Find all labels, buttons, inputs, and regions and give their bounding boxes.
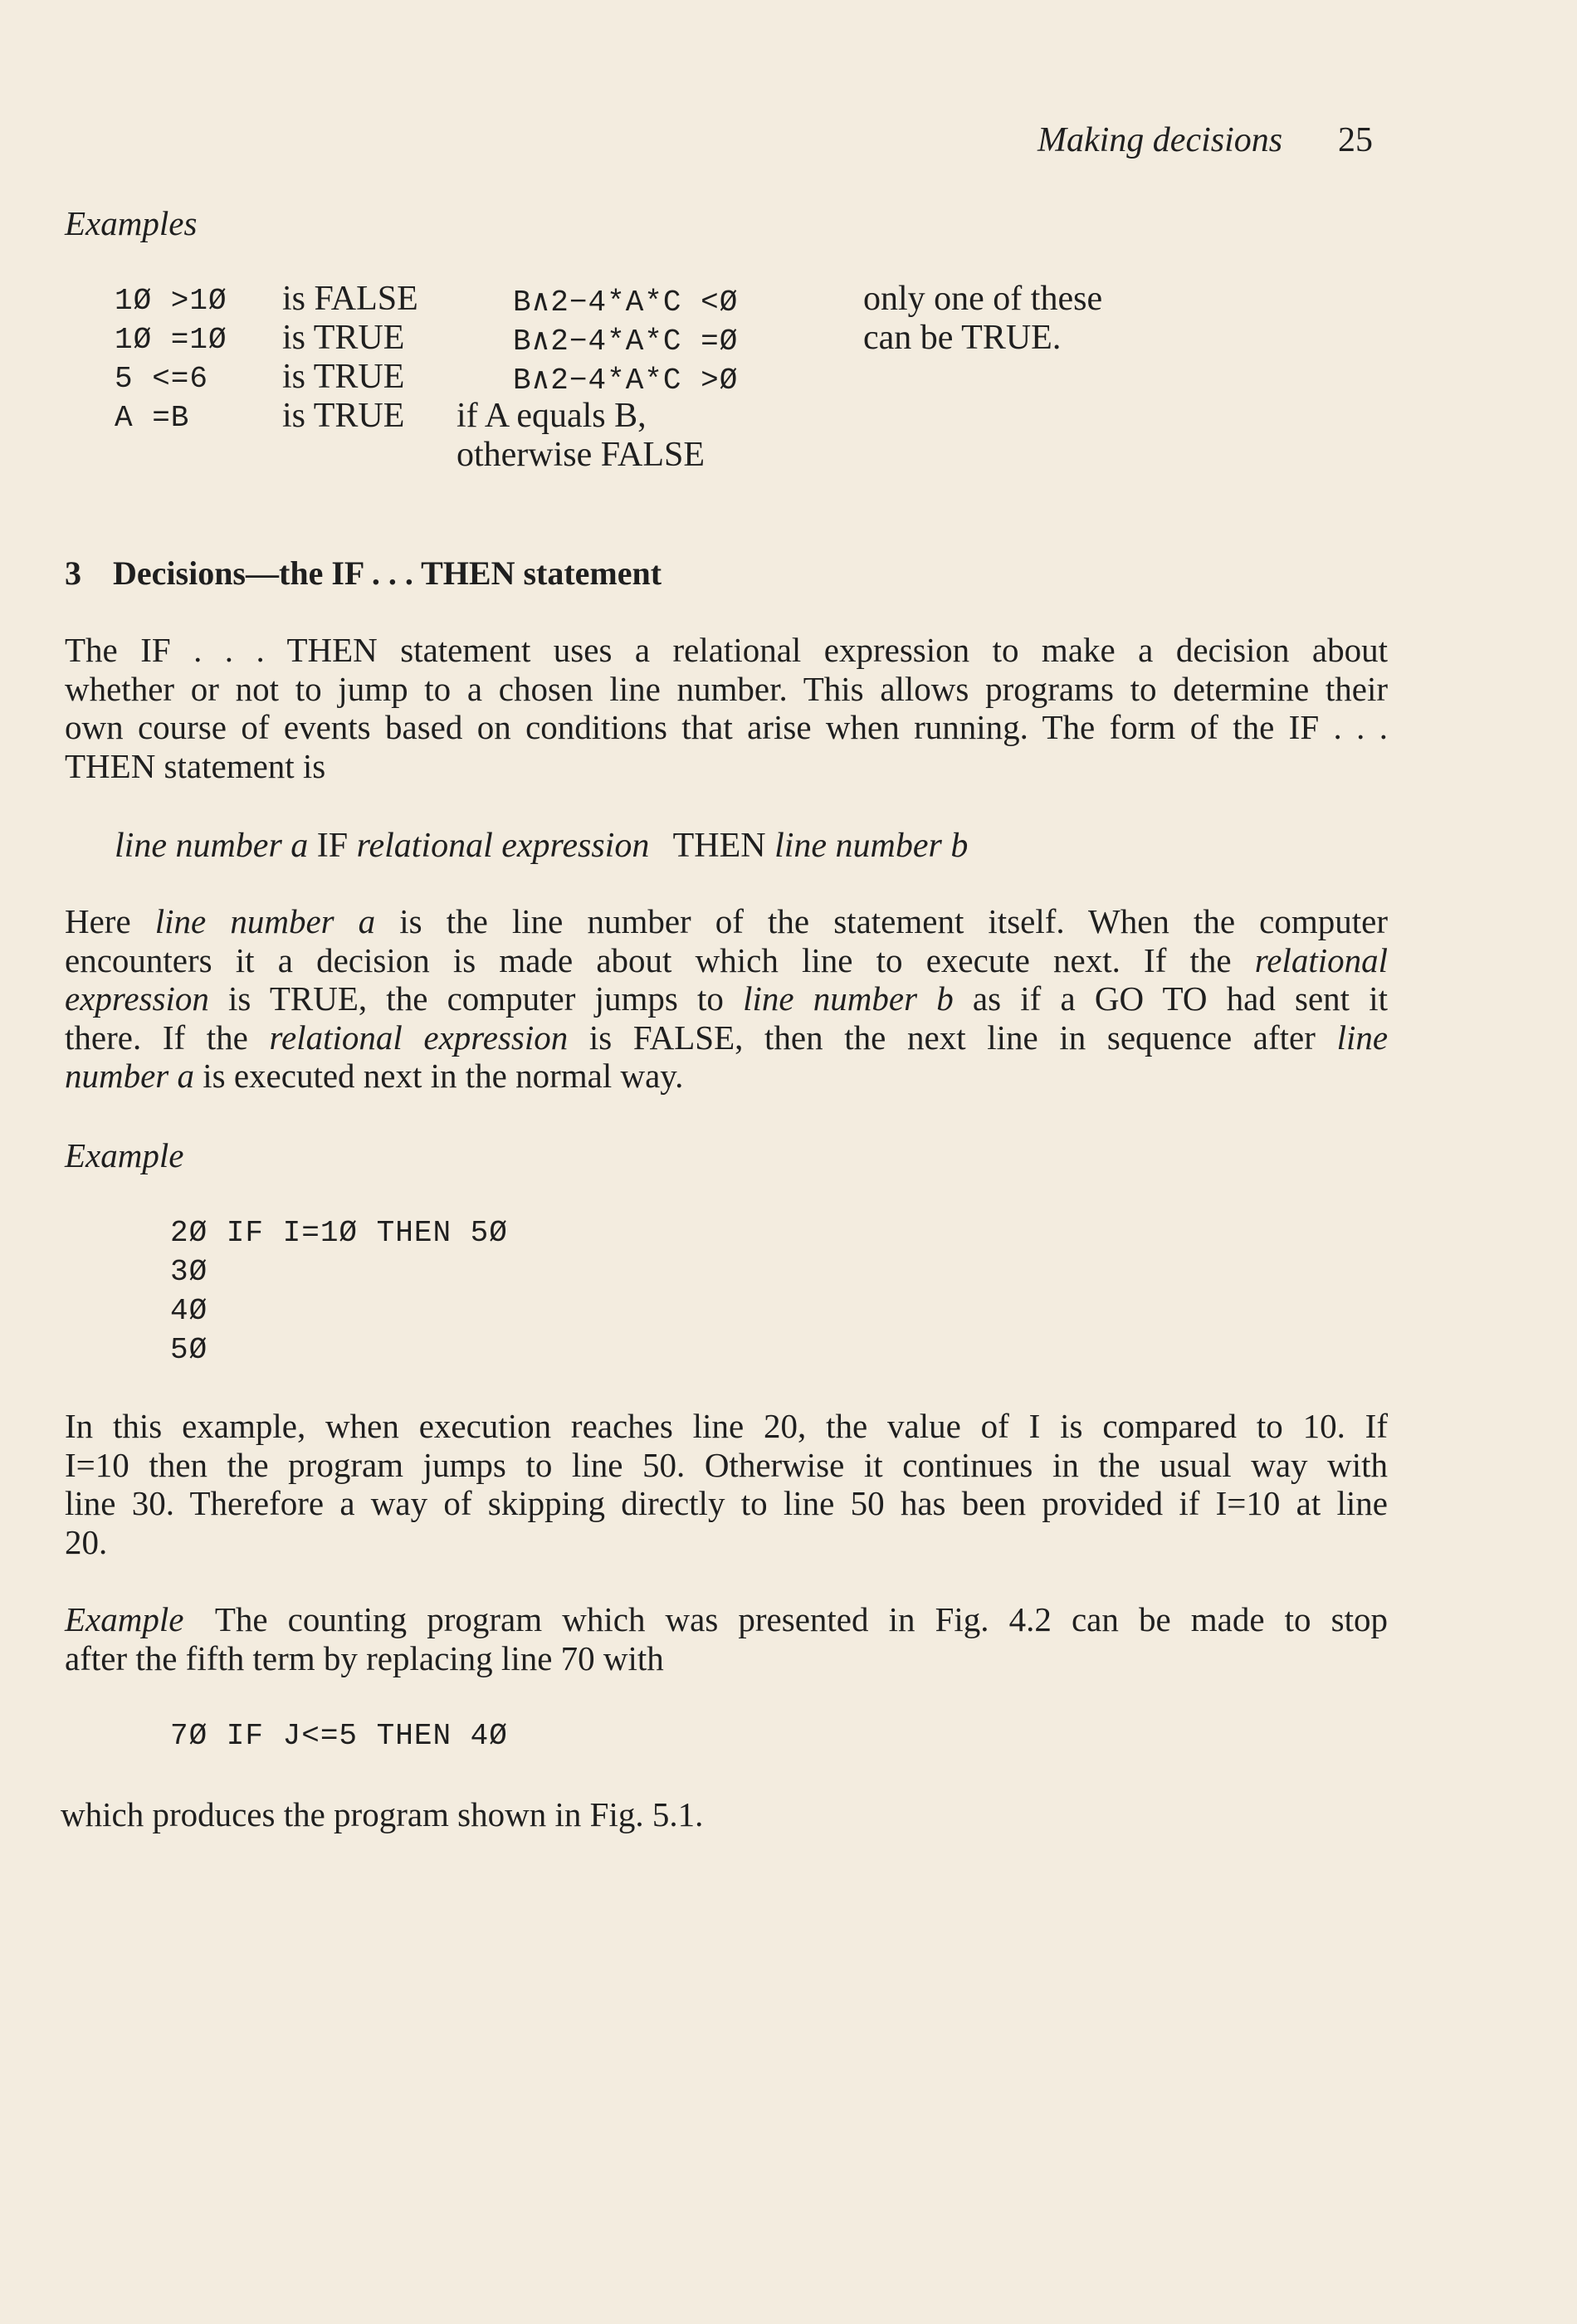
- text-run: is FALSE, then the next line in sequence after: [588, 1018, 1316, 1057]
- relational-expression: 1Ø =1Ø: [115, 323, 227, 357]
- note-text: can be TRUE.: [863, 319, 1062, 357]
- text-run: is TRUE, the computer jumps to: [228, 979, 724, 1018]
- counting-example-paragraph: [65, 1600, 1388, 1677]
- paragraph-line: whether or not to jump to a chosen line number. This allows programs to determine their: [65, 669, 1388, 708]
- paragraph-line: line 30. Therefore a way of skipping directly to line 50 has been provided if I=10 at line: [65, 1484, 1388, 1522]
- paragraph-line: own course of events based on conditions that arise when running. The form of the IF . . .: [65, 708, 1388, 746]
- italic-run: relational: [1254, 940, 1388, 979]
- code-line: 7Ø IF J<=5 THEN 4Ø: [170, 1719, 508, 1753]
- code-line: 4Ø: [170, 1294, 208, 1328]
- italic-run: line number a: [154, 902, 376, 940]
- code-block: [170, 1216, 508, 1372]
- paragraph-line: [65, 941, 1388, 980]
- condition-text: if A equals B,: [456, 397, 647, 435]
- italic-run: expression: [65, 979, 209, 1018]
- explanation-paragraph: [65, 902, 1388, 1096]
- syntax-line-number-a: line number a: [115, 827, 309, 865]
- truth-result: is FALSE: [282, 280, 418, 318]
- paragraph-line: 20.: [65, 1522, 108, 1561]
- paragraph-line: after the fifth term by replacing line 70 with: [65, 1638, 664, 1677]
- text-run: is the line number of the statement itself. When the computer: [399, 902, 1388, 940]
- relational-expression: 1Ø >1Ø: [115, 284, 227, 318]
- discriminant-expression: B∧2−4*A*C >Ø: [513, 364, 739, 398]
- discriminant-expression: B∧2−4*A*C =Ø: [513, 325, 739, 359]
- paragraph-line: [65, 1057, 1388, 1096]
- paragraph-line: THEN statement is: [65, 746, 326, 785]
- text-run: Here: [65, 902, 131, 940]
- paragraph-line: [65, 979, 1388, 1018]
- code-line: 5Ø: [170, 1333, 208, 1367]
- text-run: encounters it a decision is made about which line to execute next. If the: [65, 940, 1232, 979]
- paragraph-line: The IF . . . THEN statement uses a relational expression to make a decision about: [65, 631, 1388, 669]
- text-run: The counting program which was presented in Fig. 4.2 can be made to stop: [214, 1600, 1389, 1638]
- example-heading: Example: [65, 1136, 184, 1174]
- relational-expression: A =B: [115, 401, 190, 435]
- running-title: Making decisions: [1038, 121, 1283, 159]
- page-number: 25: [1338, 121, 1373, 159]
- syntax-keyword-then: THEN: [672, 827, 766, 865]
- syntax-form: [115, 826, 968, 866]
- text-run: there. If the: [65, 1018, 248, 1057]
- note-text: only one of these: [863, 280, 1103, 318]
- italic-run: line: [1336, 1018, 1389, 1057]
- syntax-line-number-b: line number b: [774, 827, 969, 865]
- section-title: Decisions—the IF . . . THEN statement: [113, 554, 662, 592]
- paragraph-line: In this example, when execution reaches line 20, the value of I is compared to 10. If: [65, 1407, 1388, 1445]
- section-number: 3: [65, 554, 81, 592]
- syntax-relational-expression: relational expression: [356, 827, 650, 865]
- discriminant-expression: B∧2−4*A*C <Ø: [513, 286, 739, 320]
- example-explanation-paragraph: [65, 1407, 1388, 1561]
- paragraph-line: [65, 1600, 1388, 1639]
- italic-run: line number b: [743, 979, 954, 1018]
- truth-result: is TRUE: [282, 358, 405, 396]
- code-line: 2Ø IF I=1Ø THEN 5Ø: [170, 1216, 508, 1250]
- italic-run: number a: [65, 1057, 195, 1095]
- italic-run: relational expression: [269, 1018, 569, 1057]
- closing-sentence: which produces the program shown in Fig. 5.1.: [61, 1795, 704, 1833]
- text-run: as if a GO TO had sent it: [972, 979, 1389, 1018]
- truth-result: is TRUE: [282, 397, 405, 435]
- truth-result: is TRUE: [282, 319, 405, 357]
- section-heading: [65, 554, 662, 593]
- paragraph-line: I=10 then the program jumps to line 50. Otherwise it continues in the usual way with: [65, 1445, 1388, 1484]
- relational-expression: 5 <=6: [115, 362, 209, 396]
- paragraph-line: [65, 1018, 1388, 1057]
- text-run: is executed next in the normal way.: [203, 1057, 684, 1095]
- code-line: 3Ø: [170, 1255, 208, 1289]
- condition-continuation: otherwise FALSE: [456, 436, 706, 474]
- paragraph-line: [65, 902, 1388, 941]
- example-heading: Example: [65, 1600, 184, 1638]
- intro-paragraph: [65, 631, 1388, 785]
- examples-heading: Examples: [65, 204, 198, 242]
- syntax-keyword-if: IF: [316, 827, 349, 865]
